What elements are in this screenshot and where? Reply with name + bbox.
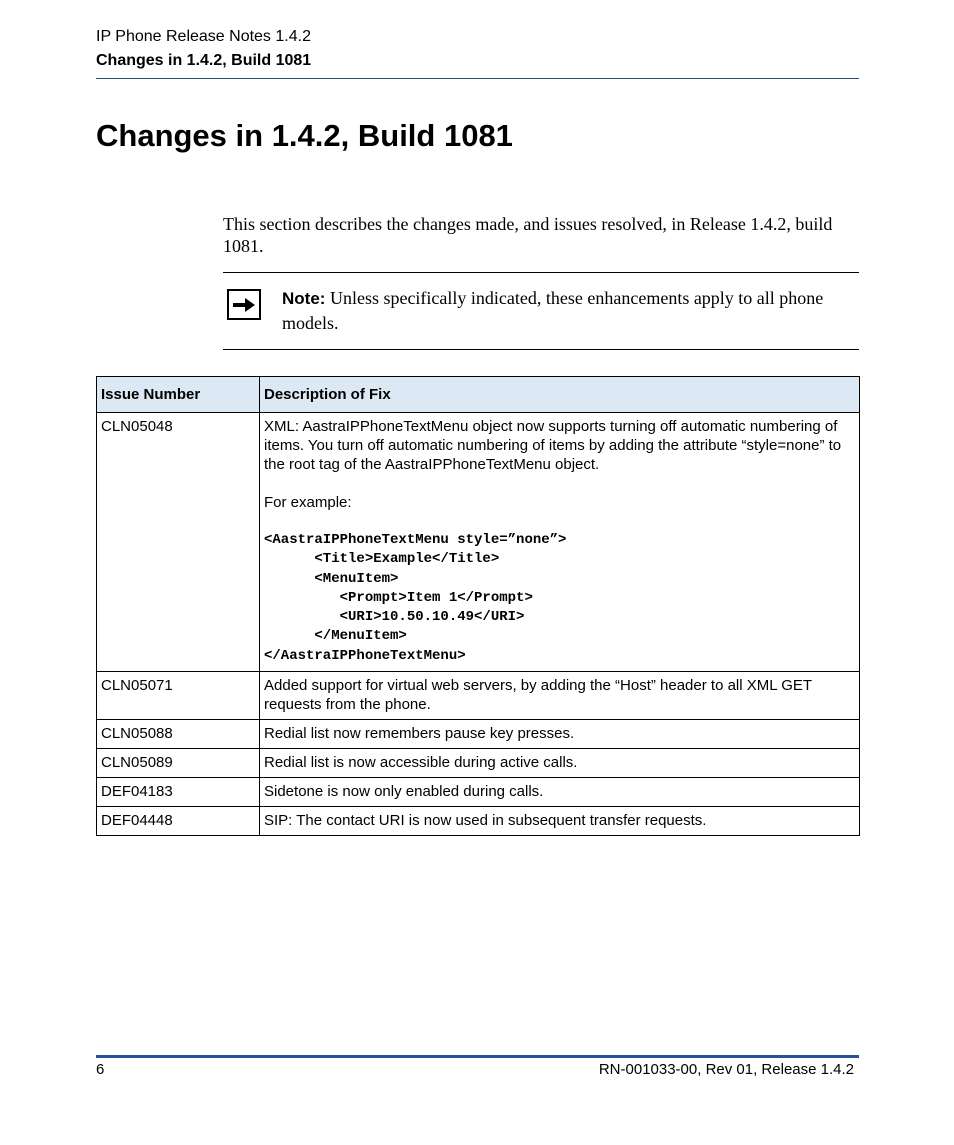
- table-header-row: [97, 377, 860, 413]
- document-reference: RN-001033-00, Rev 01, Release 1.4.2: [598, 1061, 854, 1078]
- code-line: </AastraIPPhoneTextMenu>: [264, 647, 466, 664]
- table-row: [97, 672, 860, 720]
- page-number: 6: [96, 1061, 105, 1078]
- fixes-table: [96, 376, 860, 836]
- page-title: Changes in 1.4.2, Build 1081: [96, 118, 513, 153]
- issue-number-cell: DEF04183: [97, 778, 260, 807]
- issue-number-cell: CLN05088: [97, 720, 260, 749]
- footer-divider: [96, 1055, 859, 1058]
- description-cell: Redial list is now accessible during active calls.: [260, 749, 860, 778]
- issue-number-cell: CLN05071: [97, 672, 260, 720]
- code-line: <Title>Example</Title>: [264, 551, 500, 568]
- description-cell: Sidetone is now only enabled during calls.: [260, 778, 860, 807]
- example-label: For example:: [264, 494, 352, 511]
- intro-paragraph: This section describes the changes made, and issues resolved, in Release 1.4.2, build 1081.: [223, 214, 833, 256]
- description-text: XML: AastraIPPhoneTextMenu object now supports turning off automatic numbering of items. You turn off automatic numbering of items by adding the attribute “style=none” to the root tag of the AastraIPPhoneTextMenu object.: [264, 418, 842, 473]
- column-header-description: Description of Fix: [260, 377, 860, 413]
- table-row: [97, 413, 860, 672]
- note-text: [282, 286, 852, 335]
- note-top-rule: [223, 272, 859, 273]
- issue-number-cell: DEF04448: [97, 807, 260, 836]
- code-line: </MenuItem>: [264, 628, 407, 645]
- running-header-section: Changes in 1.4.2, Build 1081: [96, 52, 312, 69]
- table-row: [97, 807, 860, 836]
- code-line: <MenuItem>: [264, 570, 399, 587]
- note-body: Unless specifically indicated, these enhancements apply to all phone models.: [282, 288, 824, 333]
- description-cell: Redial list now remembers pause key presses.: [260, 720, 860, 749]
- note-bottom-rule: [223, 349, 859, 350]
- table-row: [97, 720, 860, 749]
- code-line: <Prompt>Item 1</Prompt>: [264, 589, 533, 606]
- column-header-issue-number: Issue Number: [97, 377, 260, 413]
- arrow-right-icon: [227, 289, 261, 320]
- code-line: <URI>10.50.10.49</URI>: [264, 609, 525, 626]
- description-cell: SIP: The contact URI is now used in subsequent transfer requests.: [260, 807, 860, 836]
- description-cell: Added support for virtual web servers, by adding the “Host” header to all XML GET requests from the phone.: [260, 672, 860, 720]
- description-cell: [260, 413, 860, 672]
- code-line: <AastraIPPhoneTextMenu style=”none”>: [264, 532, 567, 548]
- issue-number-cell: CLN05089: [97, 749, 260, 778]
- header-divider: [96, 78, 859, 79]
- table-row: [97, 749, 860, 778]
- note-label: Note:: [282, 289, 326, 308]
- table-row: [97, 778, 860, 807]
- issue-number-cell: CLN05048: [97, 413, 260, 672]
- running-header-title: IP Phone Release Notes 1.4.2: [96, 28, 311, 45]
